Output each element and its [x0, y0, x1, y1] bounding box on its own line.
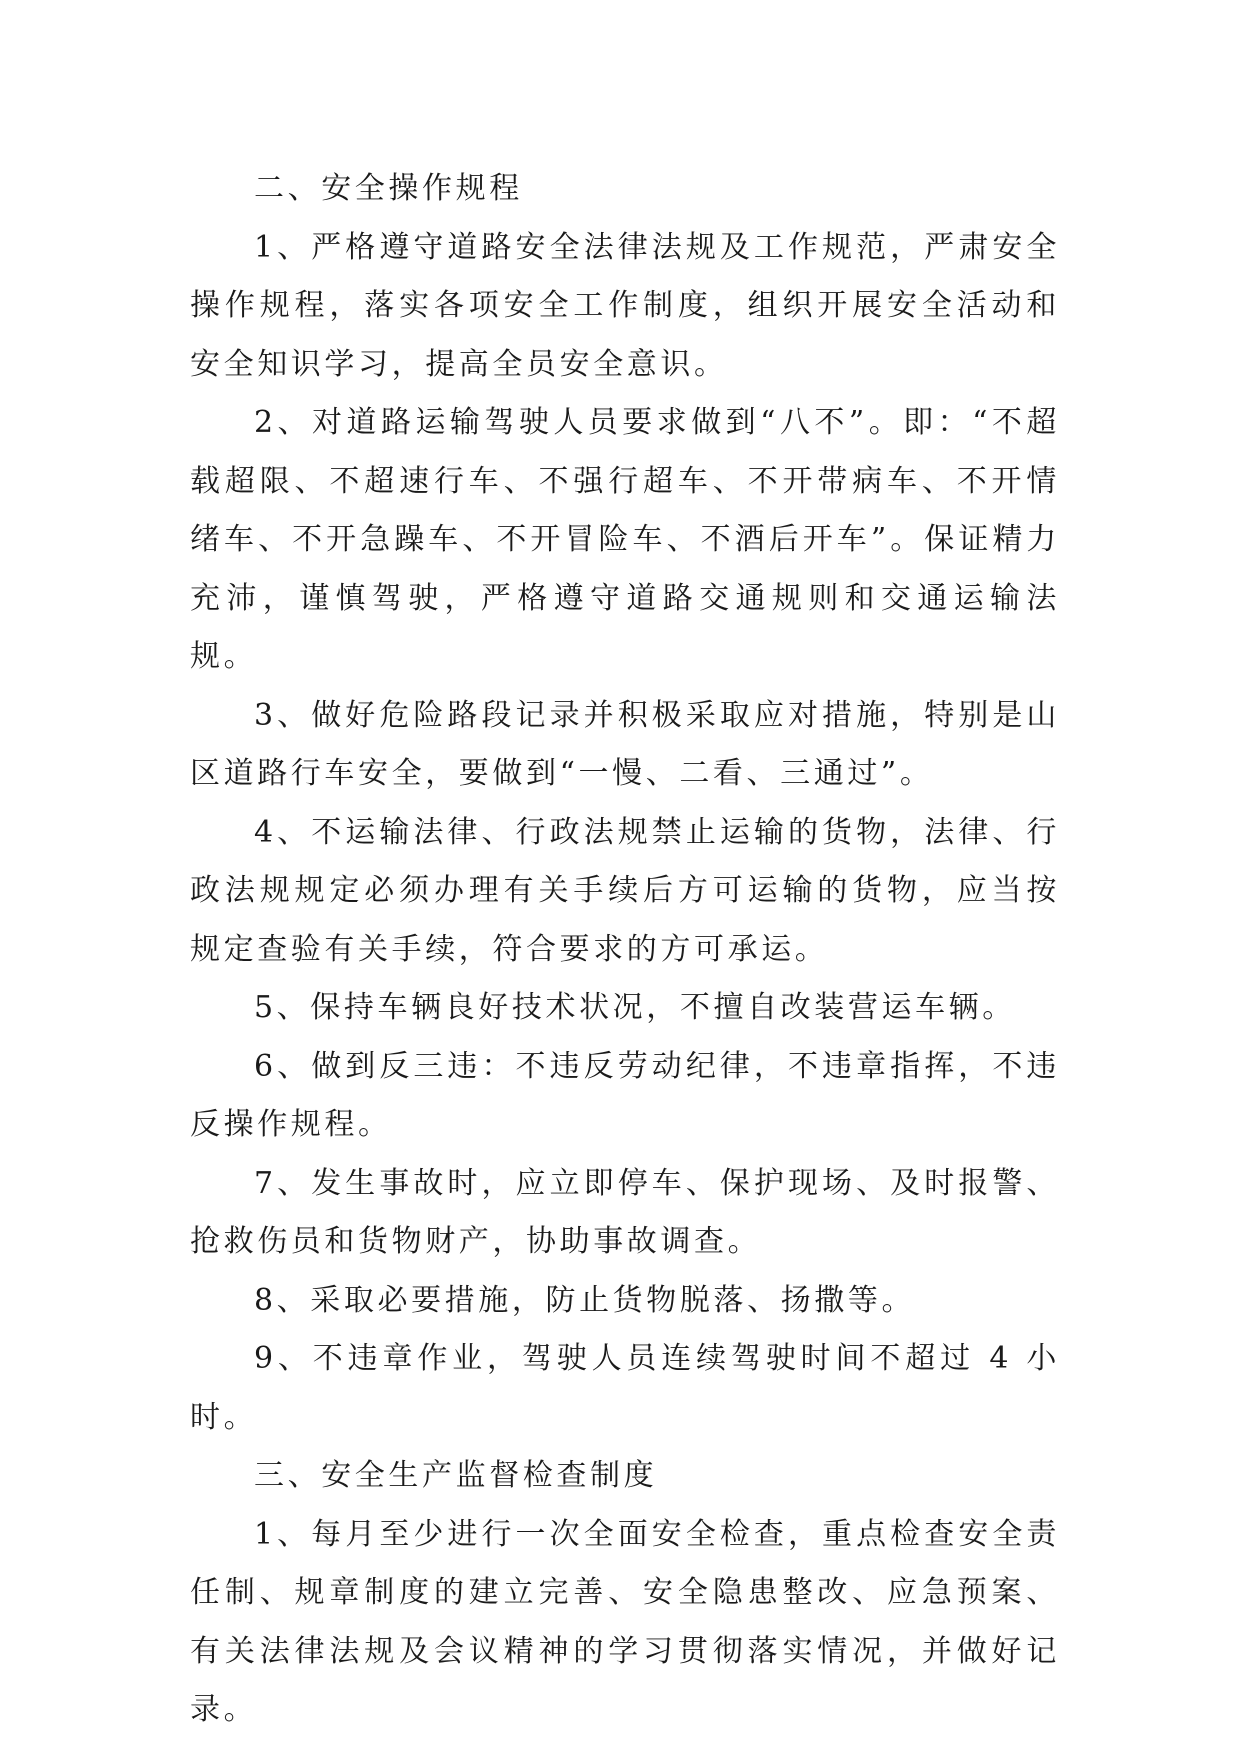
section-heading-safety-operation: 二、安全操作规程: [254, 171, 523, 206]
paragraph-supervision-item-1: 1、每月至少进行一次全面安全检查，重点检查安全责任制、规章制度的建立完善、安全隐患整改、应急预案、有关法律法规及会议精神的学习贯彻落实情况，并做好记录。: [190, 1516, 1060, 1727]
paragraph-item-8: 8、采取必要措施，防止货物脱落、扬撒等。: [254, 1282, 916, 1318]
paragraph-item-3: 3、做好危险路段记录并积极采取应对措施，特别是山区道路行车安全，要做到“一慢、二看、三通过”。: [190, 697, 1060, 791]
paragraph-item-9: 9、不违章作业，驾驶人员连续驾驶时间不超过 4 小时。: [190, 1341, 1060, 1435]
paragraph-item-4: 4、不运输法律、行政法规禁止运输的货物，法律、行政法规规定必须办理有关手续后方可运输的货物，应当按规定查验有关手续，符合要求的方可承运。: [190, 814, 1060, 967]
paragraph-item-7: 7、发生事故时，应立即停车、保护现场、及时报警、抢救伤员和货物财产，协助事故调查。: [190, 1165, 1060, 1259]
paragraph-item-1: 1、严格遵守道路安全法律法规及工作规范，严肃安全操作规程，落实各项安全工作制度，组织开展安全活动和安全知识学习，提高全员安全意识。: [190, 229, 1060, 382]
paragraph-item-5: 5、保持车辆良好技术状况，不擅自改装营运车辆。: [254, 990, 1016, 1025]
paragraph-item-2: 2、对道路运输驾驶人员要求做到“八不”。即：“不超载超限、不超速行车、不强行超车、不开带病车、不开情绪车、不开急躁车、不开冒险车、不酒后开车”。保证精力充沛，谨慎驾驶，严格遵守道路交通规则和交通运输法规。: [190, 405, 1060, 674]
document-body: [190, 160, 1060, 1740]
paragraph-item-6: 6、做到反三违：不违反劳动纪律，不违章指挥，不违反操作规程。: [190, 1048, 1060, 1142]
section-heading-supervision: 三、安全生产监督检查制度: [254, 1458, 658, 1493]
